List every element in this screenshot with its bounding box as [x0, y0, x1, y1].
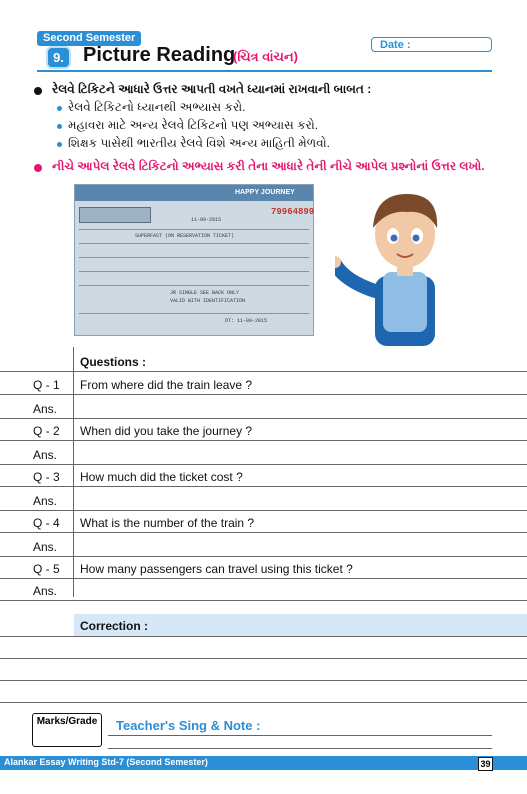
- ticket-divider: [79, 271, 309, 272]
- page-title-gujarati: (ચિત્ર વાંચન): [233, 49, 298, 64]
- ticket-date: 11-09-2015: [191, 217, 222, 223]
- ruled-line: [0, 636, 527, 637]
- sub-bullet-icon: [57, 124, 62, 129]
- correction-line[interactable]: [0, 680, 527, 681]
- sub-bullet-icon: [57, 106, 62, 111]
- ticket-divider: [79, 285, 309, 286]
- question-text: How much did the ticket cost ?: [80, 470, 243, 484]
- answer-label: Ans.: [33, 448, 58, 462]
- answer-label: Ans.: [33, 584, 58, 598]
- ruled-line: [0, 394, 527, 395]
- instruction-point-2: મહાવરા માટે અન્ય રેલવે ટિકિટનો પણ અભ્યાસ કરો.: [68, 118, 319, 132]
- answer-label: Ans.: [33, 494, 58, 508]
- instruction-main: રેલવે ટિકિટને આધારે ઉત્તર આપતી વખતે ધ્યાનમાં રાખવાની બાબત :: [52, 82, 372, 96]
- ruled-line: [0, 486, 527, 487]
- questions-heading: Questions :: [80, 355, 147, 369]
- question-label: Q - 5: [33, 562, 60, 576]
- teacher-note-label: Teacher's Sing & Note :: [116, 718, 261, 733]
- footer-text: Alankar Essay Writing Std-7 (Second Semester): [4, 757, 208, 767]
- answer-line[interactable]: [0, 510, 527, 511]
- bullet-icon: [34, 164, 42, 172]
- ticket-dept: JR SINGLE SEE BACK ONLY: [170, 290, 240, 296]
- ruled-line: [0, 371, 527, 372]
- ticket-divider: [79, 243, 309, 244]
- ticket-number: 79964899: [271, 207, 315, 217]
- bullet-icon: [34, 87, 42, 95]
- ticket-divider: [79, 229, 309, 230]
- answer-line[interactable]: [0, 600, 527, 601]
- page-number: 39: [478, 757, 493, 771]
- ticket-class: SUPERFAST (ON RESERVATION TICKET): [135, 233, 235, 239]
- question-text: How many passengers can travel using this ticket ?: [80, 562, 353, 576]
- boy-illustration: [335, 176, 505, 346]
- chapter-number: 9.: [48, 48, 69, 67]
- correction-heading: Correction :: [80, 619, 149, 633]
- answer-line[interactable]: [0, 556, 527, 557]
- ticket-header: [75, 185, 313, 201]
- ruled-line: [0, 578, 527, 579]
- page-title: Picture Reading: [83, 44, 236, 66]
- answer-label: Ans.: [33, 540, 58, 554]
- answer-line[interactable]: [0, 464, 527, 465]
- date-field[interactable]: Date :: [371, 37, 492, 52]
- question-label: Q - 4: [33, 516, 60, 530]
- teacher-note-line[interactable]: [108, 748, 492, 749]
- question-label: Q - 2: [33, 424, 60, 438]
- question-text: From where did the train leave ?: [80, 378, 253, 392]
- sub-bullet-icon: [57, 142, 62, 147]
- railway-ticket-image: [74, 184, 314, 336]
- ticket-divider: [79, 313, 309, 314]
- correction-line[interactable]: [0, 702, 527, 703]
- question-label: Q - 3: [33, 470, 60, 484]
- ruled-line: [0, 532, 527, 533]
- question-text: When did you take the journey ?: [80, 424, 253, 438]
- teacher-note-line[interactable]: [108, 735, 492, 736]
- instruction-task: નીચે આપેલ રેલવે ટિકિટનો અભ્યાસ કરી તેના આધારે તેની નીચે આપેલ પ્રશ્નોનાં ઉત્તર લખો.: [52, 159, 485, 173]
- instruction-point-1: રેલવે ટિકિટનો ધ્યાનથી અભ્યાસ કરો.: [68, 100, 246, 114]
- title-divider: [37, 70, 492, 72]
- ticket-valid: VALID WITH IDENTIFICATION: [170, 298, 246, 304]
- correction-line[interactable]: [0, 658, 527, 659]
- semester-badge: Second Semester: [37, 31, 141, 46]
- margin-line: [73, 347, 74, 597]
- answer-line[interactable]: [0, 418, 527, 419]
- ticket-banner: HAPPY JOURNEY: [235, 189, 295, 196]
- question-text: What is the number of the train ?: [80, 516, 255, 530]
- question-label: Q - 1: [33, 378, 60, 392]
- instruction-point-3: શિક્ષક પાસેથી ભારતીય રેલવે વિશે અન્ય માહિતી મેળવો.: [68, 136, 330, 150]
- ruled-line: [0, 440, 527, 441]
- ticket-divider: [79, 257, 309, 258]
- answer-label: Ans.: [33, 402, 58, 416]
- ticket-footer-text: DT: 11-09-2015: [225, 318, 268, 324]
- marks-grade-box[interactable]: Marks/Grade: [32, 713, 102, 747]
- ticket-stamp: [79, 207, 151, 223]
